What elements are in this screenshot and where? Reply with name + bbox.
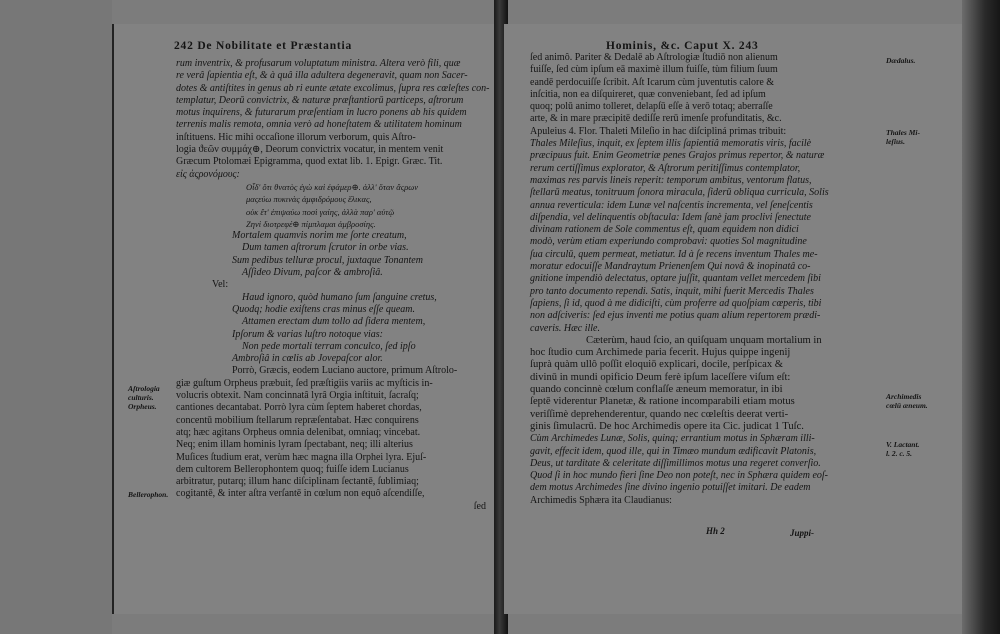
text-line: templatur, Deorū convictrix, & naturæ præſtantiorū particeps, aſtrorum bbox=[176, 94, 464, 106]
text-line: εἰς ἀςρονόμους: bbox=[176, 168, 240, 180]
text-line: volucris obtexit. Nam concinnatâ lyrâ Orgia inſtituit, ſacraſq; bbox=[176, 390, 419, 402]
text-line: Haud ignoro, quòd humano ſum ſanguine cretus, bbox=[242, 291, 437, 303]
text-line: Cæterùm, haud ſcio, an quiſquam unquam mortalium in bbox=[586, 334, 822, 346]
left-running-header: 242 De Nobilitate et Præstantia bbox=[174, 40, 353, 52]
right-running-header: Hominis, &c. Caput X. 243 bbox=[606, 40, 759, 52]
text-line: giæ guſtum Orpheus præbuit, ſed præſtigiis variis ac myſticis in- bbox=[176, 377, 433, 389]
text-line: οὐκ ἔτ' ἐπιψαύω ποσὶ γαίης, ἀλλὰ παρ' αὐτῷ bbox=[246, 206, 395, 217]
text-line: rerum certiſſimus explorator, & Aſtrorum peritiſſimus contemplator, bbox=[530, 162, 801, 174]
text-line: Neq; enim illam hominis lyram ſpectabant, neq; illi alterius bbox=[176, 439, 413, 451]
text-line: cantiones decantabat. Porrò lyra cùm ſeptem haberet chordas, bbox=[176, 402, 422, 414]
text-line: logia ϑεῶν συμμάχ⊕, Deorum convictrix vocatur, in mentem venit bbox=[176, 144, 444, 156]
text-line: annua reverticula: idem Lunæ vel naſcentis incrementa, vel ſeneſcentis bbox=[530, 199, 813, 211]
text-line: ginis ſimulacrū. De hoc Archimedis opere ita Cic. judicat 1 Tuſc. bbox=[530, 420, 804, 432]
margin-note-thales: Thales Mi- leſius. bbox=[886, 128, 920, 146]
right-page-edge bbox=[962, 0, 1000, 634]
text-line: motus inquirens, & futurarum præſentiam in lucro ponens ab his quidem bbox=[176, 107, 467, 119]
text-line: Non pede mortali terram conculco, ſed ipſo bbox=[242, 340, 416, 352]
text-line: Græcum Ptolomæi Epigramma, quod extat lib. 1. Epigr. Græc. Tit. bbox=[176, 156, 443, 168]
margin-note-archimedes: Archimedis cœlū æneum. bbox=[886, 392, 928, 410]
text-line: Sum pedibus telluræ procul, juxtaque Tonantem bbox=[232, 254, 423, 266]
text-line: pro tanto documento rependi. Satis, inquit, mihi fuerit Mercedis Thales bbox=[530, 285, 814, 297]
text-line: gavit, effecit idem, quod ille, qui in Timæo mundum ædificavit Platonis, bbox=[530, 445, 817, 457]
text-line: Quodq; hodie exiſtens cras minus eſſe queam. bbox=[232, 303, 416, 315]
margin-note-lactant: V. Lactant. l. 2. c. 5. bbox=[886, 440, 920, 458]
text-line: ſapiens, ſi id, quod à me didiciſti, cùm proferre ad quoſpiam cœperis, tibi bbox=[530, 297, 822, 309]
right-text-block bbox=[530, 52, 878, 507]
margin-note-daedalus: Dædalus. bbox=[886, 56, 916, 65]
text-line: quando concinnè cœlum conflaſſe æneum memoratur, in ibi bbox=[530, 384, 783, 396]
text-line: non adſciveris: ſed ejus inventi me potius quam alium repertorem prædi- bbox=[530, 310, 821, 322]
text-line: Cùm Archimedes Lunæ, Solis, quinq; errantium motus in Sphæram illi- bbox=[530, 433, 815, 445]
text-line: Ζηνὶ διοτρεφέ⊕ πίμπλαμαι ἀμβροσίης. bbox=[246, 218, 376, 229]
text-line: ſed bbox=[473, 500, 486, 512]
text-line: hoc ſtudio cum Archimede paria fecerit. Hujus quippe ingenij bbox=[530, 347, 791, 359]
text-line: re verâ ſapientia eſt, & à quâ illa adultera degeneravit, quam non Sacer- bbox=[176, 70, 468, 82]
text-line: ſeptē viderentur Planetæ, & ratione incomparabili etiam motus bbox=[530, 396, 795, 408]
text-line: μαςεύω πυκινὰς ἀμφιδρόμους ἕλικας, bbox=[246, 194, 372, 205]
text-line: diſpendia, vel delinquentis obſtacula: Idem ſanè jam proclivi ſenectute bbox=[530, 211, 811, 223]
text-line: quoq; polū animo tolleret, delapſū eſſe à verō totaq; aberraſſe bbox=[530, 101, 773, 113]
text-line: Ipſorum & varias luſtro notoque vias: bbox=[232, 328, 384, 340]
text-line: concentū mobilium ſtellarum repræſentabat. Hæc conquirens bbox=[176, 414, 419, 426]
text-line: divinū in mundi opificio Deum ferè ipſum laceſſere viſum eſt: bbox=[530, 371, 791, 383]
text-line: Aſſideo Divum, paſcor & ambroſiâ. bbox=[242, 267, 383, 279]
text-line: dotes & antiſtites in genus ab ri eunte ætate excolimus, ſupra res cœleſtes con- bbox=[176, 82, 490, 94]
text-line: Muſices ſtudium erat, verùm hæc magna illa Orphei lyra. Ejuſ- bbox=[176, 451, 427, 463]
text-line: atq; hæc agitans Orpheus omnia delenibat, omniaq; vincebat. bbox=[176, 426, 421, 438]
text-line: Οἶδ' ὅτι θνατὸς ἐγὼ καὶ ἐφάμερ⊕. ἀλλ' ὅταν ἄςρων bbox=[246, 181, 419, 192]
text-line: dem cultorem Bellerophontem quoq; fuiſſe idem Lucianus bbox=[176, 463, 409, 475]
text-line: ſtellarū meatus, tonitruum ſonora miracula, ſiderū obliqua curricula, Solis bbox=[530, 187, 829, 199]
left-background bbox=[0, 0, 112, 634]
text-line: Mortalem quamvis norim me ſorte creatum, bbox=[232, 230, 407, 242]
text-line: Archimedis Sphæra ita Claudianus: bbox=[530, 494, 672, 506]
text-line: Quod ſi in hoc mundo fieri ſine Deo non poteſt, nec in Sphæra quidem eoſ- bbox=[530, 470, 829, 482]
text-line: ſed animô. Pariter & Dedalē ab Aſtrologiæ ſtudiō non alienum bbox=[530, 52, 778, 63]
text-line: arte, & in mare præcipitē dediſſe rerū imenſe profunditatis, &c. bbox=[530, 113, 782, 125]
text-line: Thales Mileſius, inquit, ex ſeptem illis ſapientiâ memoratis viris, facilè bbox=[530, 138, 812, 150]
margin-note-bellerophon: Bellerophon. bbox=[128, 490, 169, 499]
catchword: Juppi- bbox=[790, 528, 815, 538]
text-line: moratur edocuiſſe Mandraytum Prienenſem Qui novâ & inopinatâ co- bbox=[530, 261, 811, 273]
text-line: modò, verùm etiam experiundo comprobavi: quoties Sol magnitudine bbox=[530, 236, 807, 248]
text-line: gnitione impendiò delectatus, optare juſſit, quantam vellet mercedem ſibi bbox=[530, 273, 821, 285]
text-line: arbitratur, putarq; illum hanc diſciplinam ſectantē, ſublimiaq; bbox=[176, 476, 419, 488]
text-line: rum inventrix, & profusarum voluptatum ministra. Altera verò fili, quæ bbox=[176, 58, 461, 69]
text-line: Ambroſiâ in cœlis ab Jovepaſcor alor. bbox=[232, 353, 383, 365]
text-line: Attamen erectam dum tollo ad ſidera mentem, bbox=[242, 316, 426, 328]
text-line: Apuleius 4. Flor. Thaleti Mileſio in hac diſcipliná primas tribuit: bbox=[530, 125, 787, 137]
text-line: Porrò, Græcis, eodem Luciano auctore, primum Aſtrolo- bbox=[232, 365, 458, 377]
text-line: Vel: bbox=[212, 279, 229, 291]
text-line: ſua circulū, quem permeat, metiatur. Id à ſe recens inventum Thales me- bbox=[530, 248, 818, 260]
text-line: terrenis malis remota, omnia verò ad honeſtatem & utilitatem hominum bbox=[176, 119, 462, 131]
signature-mark: Hh 2 bbox=[706, 526, 725, 536]
text-line: inſcitia, non ea diſquireret, quæ conveniebant, ſed ad ipſum bbox=[530, 88, 766, 100]
text-line: divinam rationem de Sole commentus eſt, quam equidem non didici bbox=[530, 224, 799, 236]
text-line: veriſſimè deprehenderentur, quando nec cœleſtis deerat verti- bbox=[530, 408, 789, 420]
text-line: Dum tamen aſtrorum ſcrutor in orbe vias. bbox=[242, 242, 409, 254]
left-text-block bbox=[176, 58, 490, 513]
text-line: inſtituens. Hic mihi occaſione illorum verborum, quis Aſtro- bbox=[176, 131, 416, 143]
text-line: Deus, ut tarditate & celeritate diſſimillimos motus una regeret converſio. bbox=[530, 457, 821, 469]
text-line: præcipuus fuit. Enim Geometriæ penes Grajos primus repertor, & naturæ bbox=[530, 150, 825, 162]
text-line: dem motus Archimedes ſine divino ingenio potuiſſet imitari. De eadem bbox=[530, 482, 811, 494]
text-line: eandē perdocuiſſe ſcribit. Aſt Icarum cùm juventutis calore & bbox=[530, 76, 775, 88]
text-line: maximas res parvis lineis reperit: temporum ambitus, ventorum flatus, bbox=[530, 174, 812, 186]
text-line: fuiſſe, ſed cùm ipſum eā maximè illum fuiſſe, tùm filium ſuum bbox=[530, 64, 778, 76]
text-line: ſuprà quàm ullô poſſit eloquiō explicari, docile, perſpicax & bbox=[530, 359, 784, 371]
margin-note-orpheus: Aſtrologia culturis. Orpheus. bbox=[128, 384, 160, 411]
text-line: cogitantē, & inter aſtra verſantē in cœlum non equô aſcendiſſe, bbox=[176, 488, 425, 500]
text-line: caveris. Hæc ille. bbox=[530, 322, 600, 334]
